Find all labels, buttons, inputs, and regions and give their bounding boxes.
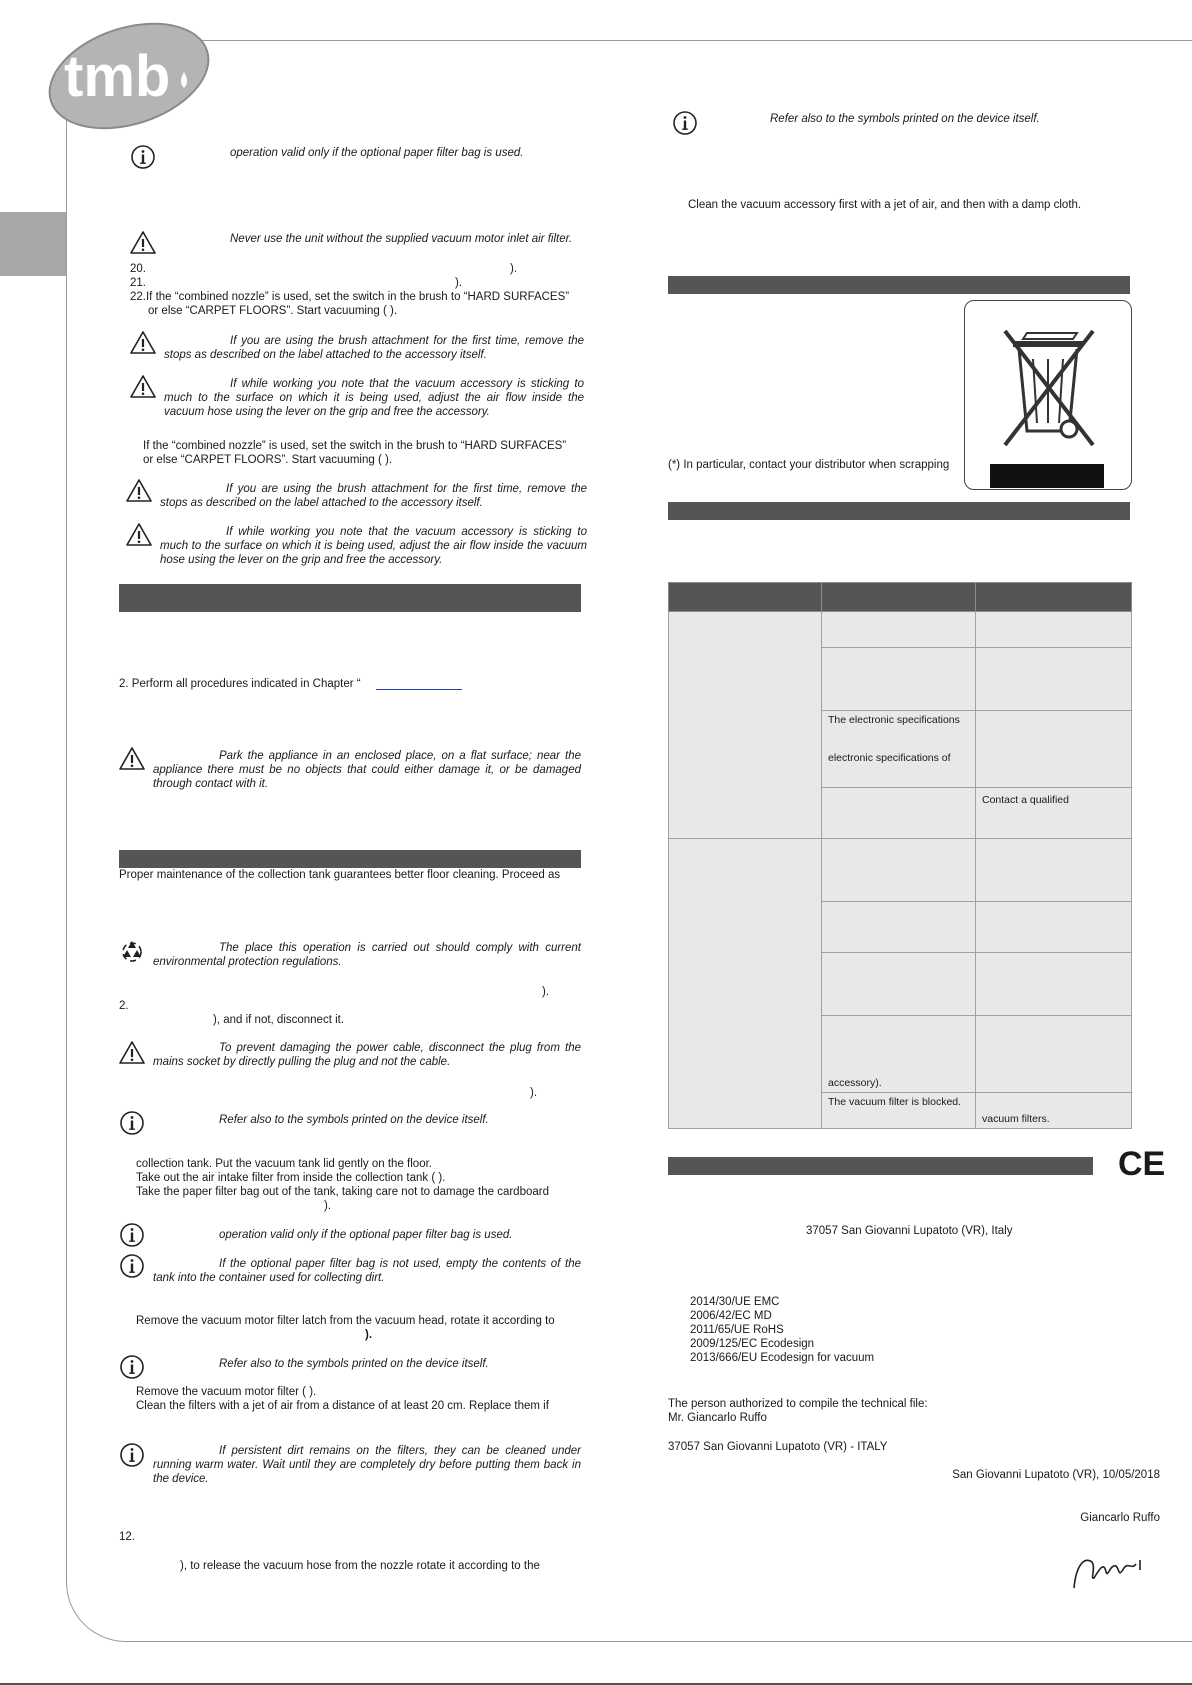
disconnect-text: ), and if not, disconnect it. (213, 1014, 345, 1026)
refer-symbols-2: Refer also to the symbols printed on the device itself. (219, 1358, 489, 1370)
authorized-name: Mr. Giancarlo Ruffo (668, 1412, 767, 1424)
paren-close-2: ). (530, 1087, 538, 1099)
authorized-label: The person authorized to compile the technical file: (668, 1398, 928, 1410)
company-address-caps: 37057 San Giovanni Lupatoto (VR) - ITALY (668, 1441, 888, 1453)
table-row (669, 839, 1132, 902)
remove-latch: Remove the vacuum motor filter latch from the vacuum head, rotate it according to (136, 1315, 555, 1327)
step-20-number: 20. (130, 263, 146, 275)
step-21-number: 21. (130, 277, 146, 289)
weee-bin-icon (965, 301, 1131, 489)
section-header-bar (668, 1157, 1093, 1175)
table-cause-cell (822, 839, 976, 902)
distributor-note: (*) In particular, contact your distributor when scrapping (668, 459, 950, 471)
table-solution-cell (976, 902, 1132, 953)
table-cause-cell: accessory). (822, 1016, 976, 1093)
step-2-number: 2. (119, 1000, 129, 1012)
table-cause-cell (822, 612, 976, 648)
environment-note: The place this operation is carried out should comply with current environmental protection regulations. (153, 942, 581, 968)
section-header-bar (119, 850, 581, 868)
collection-tank-text: collection tank. Put the vacuum tank lid gently on the floor. (136, 1158, 432, 1170)
table-solution-cell (976, 953, 1132, 1016)
info-icon (119, 1354, 145, 1380)
directive-item: 2009/125/EC Ecodesign (690, 1338, 815, 1350)
release-hose: ), to release the vacuum hose from the nozzle rotate it according to the (180, 1560, 540, 1572)
warning-sticking-1: If while working you note that the vacuum accessory is sticking to much to the surface on which it is being used, adjust the air flow inside the vacuum hose using the lever on the grip and free the accessory. (164, 378, 584, 418)
place-date: San Giovanni Lupatoto (VR), 10/05/2018 (952, 1469, 1160, 1481)
table-cause-text: electronic specifications of (828, 752, 951, 764)
paren-close-1: ). (542, 986, 550, 998)
table-problem-cell (669, 839, 822, 1129)
table-cause-cell (822, 711, 976, 788)
table-solution-cell (976, 839, 1132, 902)
table-solution-cell (976, 612, 1132, 648)
table-solution-cell: vacuum filters. (976, 1093, 1132, 1129)
info-icon (119, 1110, 145, 1136)
warning-sticking-2: If while working you note that the vacuum accessory is sticking to much to the surface on which it is being used, adjust the air flow inside the vacuum hose using the lever on the grip and free the accessory. (160, 526, 587, 566)
step-12-number: 12. (119, 1531, 135, 1543)
warning-icon (119, 746, 145, 772)
directive-item: 2013/666/EU Ecodesign for vacuum (690, 1352, 875, 1364)
step-22-line-1: 22.If the “combined nozzle” is used, set the switch in the brush to “HARD SURFACES” (130, 291, 570, 303)
directive-item: 2014/30/UE EMC (690, 1296, 780, 1308)
warning-icon (126, 522, 152, 548)
warning-park: Park the appliance in an enclosed place, on a flat surface; near the appliance there must be no objects that could either damage it, or be damaged through contact with it. (153, 750, 581, 790)
section-header-bar (119, 584, 581, 612)
weee-box (964, 300, 1132, 490)
warning-brush-2: If you are using the brush attachment for the first time, remove the stops as described on the label attached to the accessory itself. (160, 483, 587, 509)
table-problem-cell (669, 612, 822, 839)
step-2-chapter: 2. Perform all procedures indicated in Chapter “ (119, 678, 361, 690)
side-tab (0, 212, 66, 276)
note-bag-not-used: If the optional paper filter bag is not used, empty the contents of the tank into the container used for collecting dirt. (153, 1258, 581, 1284)
clean-accessory: Clean the vacuum accessory first with a jet of air, and then with a damp cloth. (688, 199, 1082, 211)
warning-icon (130, 230, 156, 256)
refer-symbols-1: Refer also to the symbols printed on the device itself. (219, 1114, 489, 1126)
table-row (669, 612, 1132, 648)
note-paper-bag-2: operation valid only if the optional paper filter bag is used. (219, 1229, 513, 1241)
warning-icon (130, 330, 156, 356)
step-20-tail: ). (510, 263, 518, 275)
troubleshooting-table (668, 582, 1132, 1129)
section-header-bar (668, 502, 1130, 520)
table-header-cell (822, 583, 976, 612)
recycle-icon (119, 938, 145, 964)
table-cause-cell (822, 648, 976, 711)
take-out-bag: Take the paper filter bag out of the tank, taking care not to damage the cardboard (136, 1186, 549, 1198)
chapter-link-underline[interactable] (376, 689, 462, 690)
company-address: 37057 San Giovanni Lupatoto (VR), Italy (806, 1225, 1013, 1237)
logo-text: tmb (64, 44, 171, 109)
directive-item: 2011/65/UE RoHS (690, 1324, 784, 1336)
warning-icon (126, 478, 152, 504)
table-solution-cell: Contact a qualified (976, 788, 1132, 839)
info-icon (130, 144, 156, 170)
note-persistent-dirt: If persistent dirt remains on the filters, they can be cleaned under running warm water. Wait until they are completely dry before putting them back in the device. (153, 1445, 581, 1485)
table-cause-cell (822, 902, 976, 953)
step-21-tail: ). (455, 277, 463, 289)
step-22-line-2: or else “CARPET FLOORS”. Start vacuuming ( ). (148, 305, 398, 317)
info-icon (119, 1253, 145, 1279)
table-header-cell (976, 583, 1132, 612)
warning-filter: Never use the unit without the supplied vacuum motor inlet air filter. (230, 233, 573, 245)
warning-cable: To prevent damaging the power cable, disconnect the plug from the mains socket by directly pulling the plug and not the cable. (153, 1042, 581, 1068)
paren-close-4: ). (365, 1329, 373, 1341)
directive-item: 2006/42/EC MD (690, 1310, 772, 1322)
remove-filter: Remove the vacuum motor filter ( ). (136, 1386, 317, 1398)
refer-symbols-top: Refer also to the symbols printed on the device itself. (770, 113, 1040, 125)
note-paper-bag: operation valid only if the optional paper filter bag is used. (230, 147, 524, 159)
table-header-row (669, 583, 1132, 612)
table-solution-cell (976, 711, 1132, 788)
info-icon (119, 1442, 145, 1468)
clean-filters: Clean the filters with a jet of air from a distance of at least 20 cm. Replace them if (136, 1400, 549, 1412)
weee-bar (990, 464, 1104, 488)
section-header-bar (668, 276, 1130, 294)
table-header-cell (669, 583, 822, 612)
table-cause-cell (822, 953, 976, 1016)
signature (1070, 1548, 1150, 1594)
tmb-logo (44, 14, 214, 134)
ce-mark: CE (1118, 1145, 1166, 1183)
info-icon (672, 110, 698, 136)
maintenance-intro: Proper maintenance of the collection tank guarantees better floor cleaning. Proceed as (119, 869, 561, 881)
warning-icon (119, 1040, 145, 1066)
info-icon (119, 1222, 145, 1248)
warning-brush-1: If you are using the brush attachment for the first time, remove the stops as described on the label attached to the accessory itself. (164, 335, 584, 361)
take-out-filter: Take out the air intake filter from inside the collection tank ( ). (136, 1172, 446, 1184)
combined-nozzle-line-2: or else “CARPET FLOORS”. Start vacuuming ( ). (143, 454, 393, 466)
paren-close-3: ). (324, 1200, 332, 1212)
table-solution-cell (976, 1016, 1132, 1093)
table-cause-text: The electronic specifications (828, 714, 960, 726)
table-solution-cell (976, 648, 1132, 711)
signatory-name: Giancarlo Ruffo (1080, 1512, 1160, 1524)
table-cause-cell (822, 788, 976, 839)
warning-icon (130, 374, 156, 400)
combined-nozzle-line-1: If the “combined nozzle” is used, set the switch in the brush to “HARD SURFACES” (143, 440, 567, 452)
table-cause-cell: The vacuum filter is blocked. (822, 1093, 976, 1129)
